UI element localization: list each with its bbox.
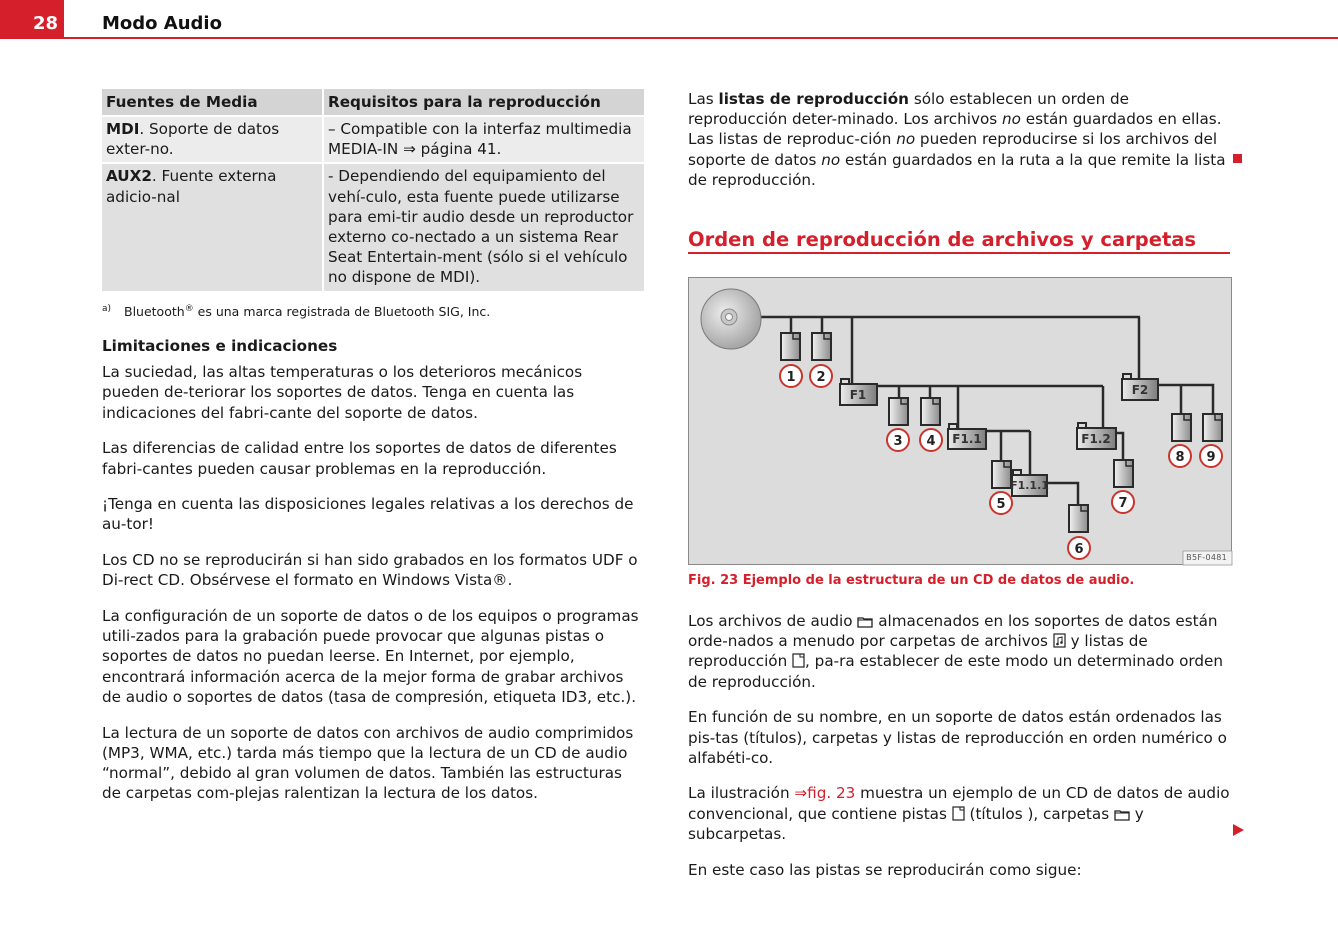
tree-diagram [689,278,1233,566]
text: sólo establecen un orden de reproducción deter-minado. Los archivos [688,90,1130,129]
text: están guardados en ellas. Las listas de reproduc-ción [688,110,1222,149]
chapter-title: Modo Audio [102,13,222,34]
paragraph [688,611,1233,692]
table-cell [102,115,322,162]
footnote-text [124,299,490,322]
text: y listas de reproducción [688,632,1148,671]
svg-text:9: 9 [1206,450,1216,465]
svg-text:4: 4 [926,434,936,449]
footnote-text-part: es una marca registrada de Bluetooth SIG, Inc. [193,303,491,319]
text: muestra un ejemplo de un CD de datos de audio convencional, que contiene pistas [688,784,1230,823]
cd-disc-icon [701,289,761,349]
svg-text:2: 2 [816,370,826,385]
text: están guardados en la ruta a la que remite la lista de reproducción. [688,150,1226,189]
figure-caption: Fig. 23 Ejemplo de la estructura de un CD de datos de audio. [688,573,1135,588]
music-file-icon [1053,633,1066,648]
table-header: Requisitos para la reproducción [322,89,644,115]
svg-text:F2: F2 [1131,383,1149,397]
paragraph: La configuración de un soporte de datos o de los equipos o programas utili-zados para la grabación puede provocar que algunas pistas o soportes de datos no puedan leerse. En Internet, por ejemplo, encontrará información acerca de la mejor forma de grabar archivos de audio o soportes de datos (tasa de compresión, etiqueta ID3, etc.). [102,607,639,706]
text: Los archivos de audio [688,612,858,630]
source-name: MDI [106,120,140,138]
file-icon [1114,460,1133,487]
svg-text:3: 3 [893,434,903,449]
media-sources-table [102,89,644,291]
folder-icon-f1-1 [948,424,986,449]
text: (títulos ), carpetas [964,804,1114,823]
paragraph: La lectura de un soporte de datos con archivos de audio comprimidos (MP3, WMA, etc.) tarda más tiempo que la lectura de un CD de audio “normal”, debido al gran volumen de datos. También las estructuras de carpetas com-plejas ralentizan la lectura de los datos. [102,723,634,803]
table-header: Fuentes de Media [102,89,322,115]
svg-text:7: 7 [1118,496,1128,511]
text: y subcarpetas. [688,804,1144,843]
section-title: Orden de reproducción de archivos y carpetas [688,228,1230,254]
folder-icon [1114,808,1130,821]
source-description: . Soporte de datos exter-no. [106,120,280,159]
folder-icon-f1 [840,379,877,405]
page-number: 28 [32,13,58,34]
page-number-tab [0,0,64,39]
footnote-marker: a) [102,303,112,314]
text: Las [688,90,719,108]
paragraph: En función de su nombre, en un soporte de datos están ordenados las pis-tas (títulos), carpetas y listas de reproducción en orden numérico o alfabéti-co. [688,708,1227,767]
right-body [688,611,1233,895]
folder-icon [857,615,873,628]
file-icon [1069,505,1088,532]
header-rule [64,37,1338,39]
svg-text:F1.1: F1.1 [952,432,982,446]
svg-text:6: 6 [1074,542,1084,557]
track-file-icon [952,806,965,821]
emphasis: no [821,150,841,169]
continue-arrow-icon [1233,824,1244,836]
table-cell [102,162,322,290]
file-icon [812,333,831,360]
table-header-row [102,89,644,115]
subsection-heading: Limitaciones e indicaciones [102,336,338,355]
paragraph: En este caso las pistas se reproducirán como sigue: [688,860,1082,879]
file-icon [992,461,1011,488]
svg-text:5: 5 [996,497,1006,512]
text: , pa-ra establecer de este modo un determinado orden de reproducción. [688,652,1223,691]
table-cell: – Compatible con la interfaz multimedia MEDIA-IN ⇒ página 41. [322,115,644,162]
figure-code: B5F-0481 [1186,553,1227,562]
file-icon [889,398,908,425]
paragraph: La suciedad, las altas temperaturas o los deterioros mecánicos pueden de-teriorar los soportes de datos. Tenga en cuenta las indicaciones del fabri-cante del soporte de datos. [102,363,583,422]
text: pueden reproducirse si los archivos del soporte de datos [688,130,1218,169]
footnote-text-part: Bluetooth [124,303,185,319]
source-name: AUX2 [106,167,152,186]
table-cell: - Dependiendo del equipamiento del vehí-culo, esta fuente puede utilizarse para emi-tir audio desde un reproductor externo co-nectado a un sistema Rear Seat Entertain-ment (sólo si el vehículo no dispone de MDI). [322,162,644,290]
source-description: . Fuente externa adicio-nal [106,167,277,206]
left-column [102,89,644,819]
svg-text:1: 1 [786,370,796,385]
file-icon [781,333,800,360]
text: La ilustración [688,784,795,803]
cd-structure-figure [688,277,1232,565]
paragraph: Las diferencias de calidad entre los soportes de datos de diferentes fabri-cantes pueden causar problemas en la reproducción. [102,439,617,478]
text: almacenados en los soportes de datos están orde-nados a menudo por carpetas de archivos [688,612,1218,651]
svg-text:F1: F1 [849,388,867,402]
playlist-file-icon [792,653,805,668]
emphasis: listas de reproducción [718,90,909,108]
file-icon [1172,414,1191,441]
file-icon [1203,414,1222,441]
emphasis: no [896,130,916,149]
figure-reference-link[interactable]: ⇒fig. 23 [794,784,856,803]
emphasis: no [1002,110,1021,129]
paragraph: Los CD no se reproducirán si han sido grabados en los formatos UDF o Di-rect CD. Obsérvese el formato en Windows Vista®. [102,551,638,590]
svg-text:F1.2: F1.2 [1081,432,1111,446]
folder-icon-f1-2 [1077,423,1116,449]
file-icon [921,398,940,425]
right-intro-paragraph [688,89,1233,190]
svg-text:8: 8 [1175,450,1185,465]
table-row [102,115,644,162]
svg-text:F1.1.1: F1.1.1 [1010,479,1049,492]
footnote [102,299,644,322]
table-row [102,162,644,290]
registered-mark: ® [184,303,194,314]
paragraph [688,783,1233,844]
paragraph: ¡Tenga en cuenta las disposiciones legales relativas a los derechos de au-tor! [102,495,634,534]
end-of-section-marker [1233,154,1242,163]
